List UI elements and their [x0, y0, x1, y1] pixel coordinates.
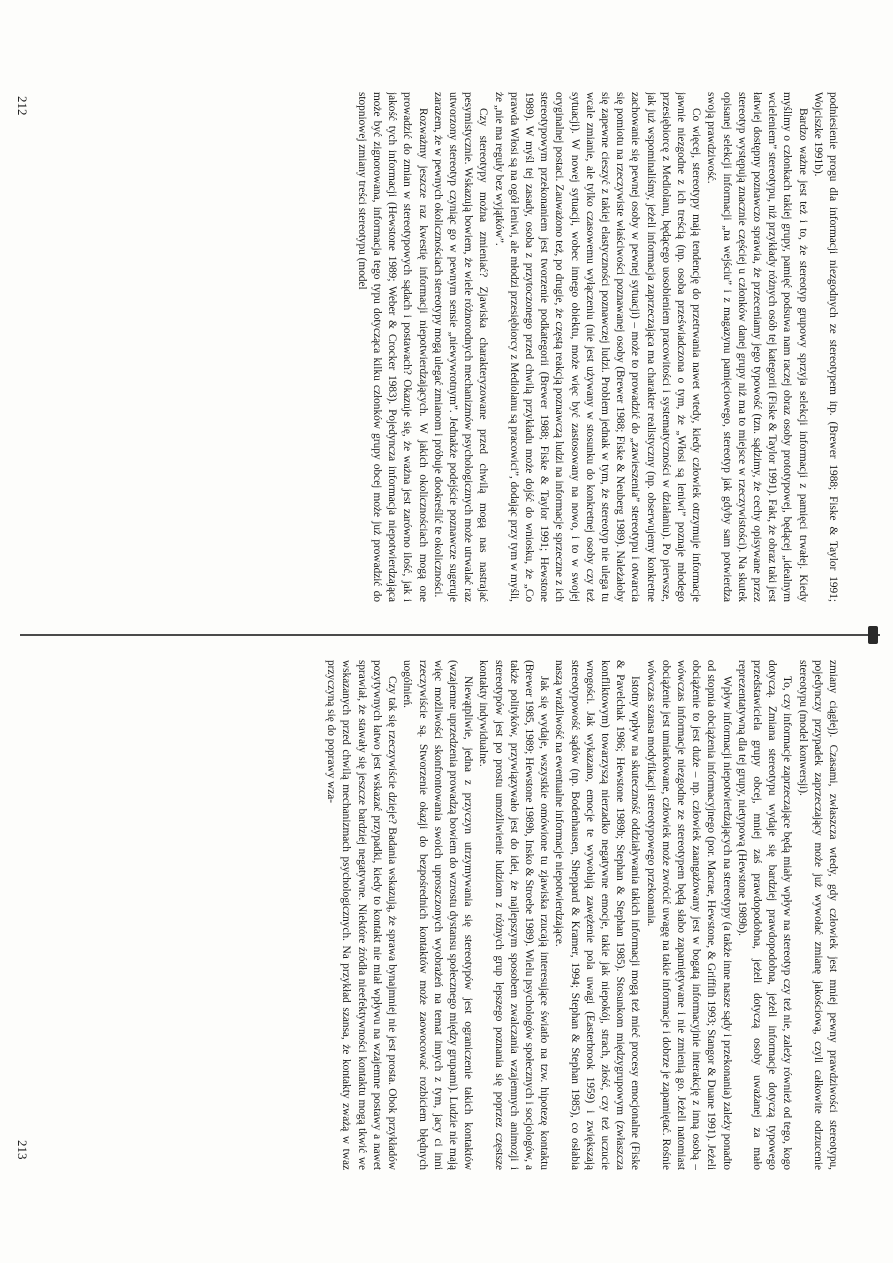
- paragraph: Czy stereotypy można zmieniać? Zjawiska charakteryzowane przed chwilą mogą nas nastrajać pesymistycznie. Wskazują bowiem, że wiele różnorodnych mechanizmów psychologicznych może utrwalać raz utworzony stereotyp czyniąc go w pewnym sensie „niewywrotnym”. Jednakże podejście poznawcze sugeruje zarazem, że w pewnych okolicznościach stereotypy mogą ulegać zmianom i próbuje dookreślić te okoliczności.: [431, 92, 490, 602]
- fold-mark: [868, 626, 878, 644]
- page-number: 212: [15, 96, 30, 116]
- page-212-text: [20, 92, 840, 602]
- paragraph: Co więcej, stereotypy mają tendencję do przetrwania nawet wtedy, kiedy człowiek otrzymuje informacje jawnie niezgodne z ich treścią (np. osoba przeświadczona o tym, że „Włosi są leniwi” poznaje młodego przesiębiorcę z Mediolanu, będącego uosobieniem pracowitości i systematyczności w działaniu). Po pierwsze, jak już wspominaliśmy, jeżeli informacja zaprzeczająca ma charakter realistyczny (np. obserwujemy konkretne zachowanie się pewnej osoby w pewnej sytuacji) – może to prowadzić do „zawieszenia” stereotypu i otwarcia się pomiotu na rzeczywiste właściwości poznawanej osoby (Brewer 1988; Fiske & Neuberg 1989). Należałoby się zapewne cieszyć z takiej elastyczności poznawczej ludzi. Problem jednak w tym, że stereotyp nie ulega tu wcale zmianie, ale tylko czasowemu wyłączeniu (nie jest używany w stosunku do konkretnej osoby czy też sytuacji). W nowej sytuacji, wobec innego obiektu, może więc być zastosowany na nowo, i to w swojej oryginalnej postaci. Zauważono też, po drugie, że częstą reakcją poznawczą ludzi na informacje sprzeczne z ich stereotypowym przekonaniem jest tworzenie podkategorii (Brewer 1988; Fiske & Taylor 1991; Hewstone 1989). W myśl tej zasady, osoba z przytoczonego przed chwilą przykładu może dojść do wniosku, że „Co prawda Włosi są na ogół leniwi, ale młodzi przesiębiorcy z Mediolanu są pracowici”, dodając przy tym w myśli, że „nie ma reguły bez wyjątków”.: [492, 92, 703, 602]
- paragraph: Rozważmy jeszcze raz kwestię informacji niepotwierdzających. W jakich okolicznościach mogą one prowadzić do zmian w stereotypowych sądach i postawach? Okazuje się, że ważna jest zarówno ilość, jak i jakość tych informacji (Hewstone 1989; Weber & Crocker 1983). Pojedyncza informacja niepotwierdzająca może być zignorowana, informacja tego typu dotycząca kilku członków grupy obcej może już prowadzić do stopniowej zmiany treści stereotypu (model: [355, 92, 429, 602]
- paragraph: Istotny wpływ na skuteczność oddziaływania takich informacji mogą też mieć procesy emocjonalne (Fiske & Pavelchak 1986; Hewstone 1989b; Stephan & Stephan 1985). Stosunkom międzygrupowym (zwłaszcza konfliktowym) towarzyszą nierzadko negatywne emocje, takie jak niepokój, strach, złość, czy też uczucie wrogości. Jak wykazano, emocje te wywołują zawężenie pola uwagi (Easterbrook 1959) i zwiększają stereotypowość sądów (np. Bodenhausen, Sheppard & Kramer, 1994; Stephan & Stephan 1985), co osłabia naszą wrażliwość na ewentualne informacje niepotwierdzające.: [553, 660, 642, 1170]
- page-number: 213: [15, 1140, 30, 1160]
- paragraph: Bardzo ważne jest też i to, że stereotyp grupowy sprzyja selekcji informacji z pamięci trwałej. Kiedy myślimy o członkach takiej grupy, pamięć podsuwa nam raczej obraz osoby prototypowej, będącej „idealnym wcieleniem” stereotypu, niż przykłady różnych osób tej kategorii (Fiske & Taylor 1991). Fakt, że obraz taki jest łatwiej dostępny poznawczo sprawia, że przeceniamy jego typowość (tzn. sądzimy, że cechy opisywane przez stereotyp występują znacznie częściej u członków danej grupy niż ma to miejsce w rzeczywistości). Na skutek opisanej selekcji informacji „na wejściu” i z magazynu pamięciowego, stereotyp jak gdyby sam potwierdza swoją prawdziwość.: [705, 92, 809, 602]
- paragraph: Wpływ informacji niepotwierdzających na stereotypy (a także inne nasze sądy i przekonania) zależy ponadto od stopnia obciążenia informacyjnego (por. Macrae, Hewstone, & Griffith 1993; Stangor & Duane 1991). Jeżeli obciążenie to jest duże – np. człowiek zaangażowany jest w bogatą informacyjnie interakcję z inną osobą – wówczas informacje niezgodne ze stereotypem będą słabo zapamiętywane i nie zmienią go. Jeżeli natomiast obciążenie jest umiarkowane, człowiek może zwrócić uwagę na takie informacje i dobrze je zapamiętać. Rośnie wówczas szansa modyfikacji stereotypowego przekonania.: [644, 660, 733, 1170]
- book-fold-line: [20, 634, 880, 636]
- paragraph: Jak się wydaje, wszystkie omówione tu zjawiska rzucają interesujące światło na tzw. hipotezę kontaktu (Brewer 1985, 1989; Hewstone 1989b, Insko & Stroebe 1989). Wielu psychologów społecznych i socjologów, a także polityków, przywiązywało jest do idei, że najlepszym sposobem zwalczania wzajemnych animozji i stereotypów jest po prostu umożliwienie ludziom z różnych grup lepszego poznania się poprzez częstsze kontakty indywidualne.: [477, 660, 551, 1170]
- paragraph: Niewątpliwie, jedna z przyczyn utrzymywania się stereotypów jest ograniczenie takich kontaktów (wzajemne uprzedzenia prowadzą bowiem do wzrostu dystansu społecznego między grupami). Ludzie nie mają więc możliwości skonfrontowania swoich uproszczonych wyobrażeń na temat innych z tym, jacy ci inni rzeczywiście są. Stworzenie okazji do bezpośrednich kontaktów może zaowocować rozbiciem błędnych uogólnień.: [401, 660, 475, 1170]
- paragraph: To, czy informacje zaprzeczające będą miały wpływ na stereotyp czy też nie, zależy również od tego, kogo dotyczą. Zmiana stereotypu wydaje się bardziej prawdopodobna, jeżeli informacje dotyczą typowego przedstawiciela grupy obcej, mniej zaś prawdopodobna, jeżeli dotyczą osoby uważanej za mało reprezentatywną dla tej grupy, nietypową (Hewstone 1989b).: [735, 660, 794, 1170]
- paragraph: Czy tak się rzeczywiście dzieje? Badania wskazują, że sprawa bynajmniej nie jest prosta. Obok przykładów pozytywnych łatwo jest wskazać przypadki, kiedy to kontakt nie miał wpływu na wzajemne postawy a nawet sprawiał, że stawały się jeszcze bardziej negatywne. Niektóre źródła nieefektywności kontaktu mogą tkwić we wskazanych przed chwilą mechanizmach psychologicznych. Na przykład szansa, że kontakty zważą w twaz przyczyną się do poprawy wza-: [325, 660, 399, 1170]
- page-213-text: [20, 660, 840, 1170]
- paragraph: podniesienie progu dla informacji niezgodnych ze stereotypem itp. (Brewer 1988; Fiske & Taylor 1991; Wojciszke 1991b).: [811, 92, 839, 602]
- paragraph: zmiany ciągłej). Czasami, zwłaszcza wtedy, gdy człowiek jest mniej pewny prawdziwości stereotypu, pojedynczy przypadek zaprzeczający może już wywołać zmianę jakościową, czyli całkowite odrzucenie stereotypu (model konwersji).: [796, 660, 839, 1170]
